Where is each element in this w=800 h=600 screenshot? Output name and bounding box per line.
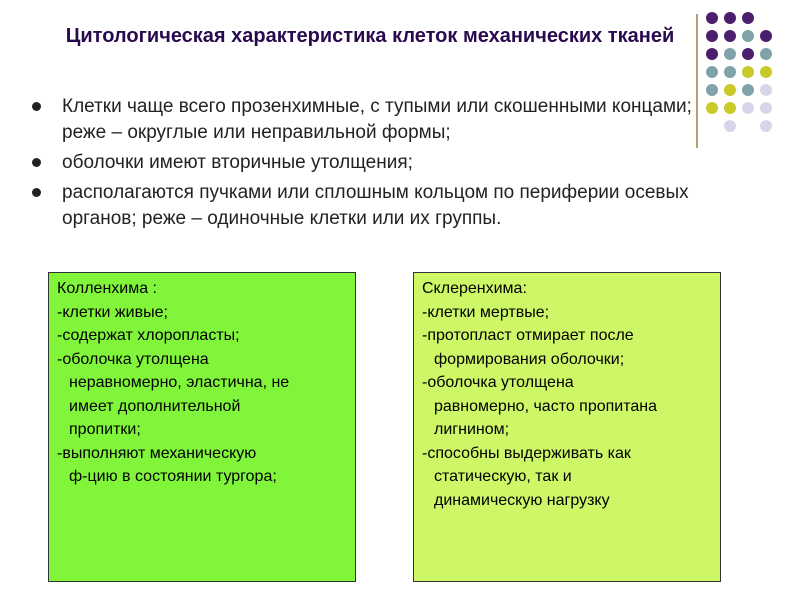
bullet-text: располагаются пучками или сплошным кольцом по периферии осевых органов; реже – одиночные клетки или их группы. — [62, 182, 689, 229]
decorative-dot — [724, 12, 736, 24]
bullet-text: Клетки чаще всего прозенхимные, с тупыми или скошенными концами; реже – округлые или неправильной формы; — [62, 96, 692, 143]
sclerenchyma-line: -способны выдерживать как — [422, 444, 631, 462]
decorative-dot — [742, 48, 754, 60]
collenchyma-line: пропитки; — [69, 421, 141, 438]
sclerenchyma-line: -клетки мертвые; — [422, 303, 550, 321]
collenchyma-line: -выполняют механическую — [57, 444, 257, 462]
decorative-dot — [706, 48, 718, 60]
decorative-dot — [760, 30, 772, 42]
decorative-dot — [742, 30, 754, 42]
collenchyma-line: -оболочка утолщена — [57, 350, 209, 368]
decorative-dot — [742, 66, 754, 78]
bullet-dot-icon — [32, 102, 41, 111]
sclerenchyma-line: динамическую нагрузку — [434, 491, 610, 509]
bullet-list — [28, 94, 728, 236]
collenchyma-line: -содержат хлоропласты; — [57, 327, 240, 344]
decorative-dot — [742, 102, 754, 114]
decorative-dot — [760, 48, 772, 60]
slide-title: Цитологическая характеристика клеток механических тканей — [65, 25, 675, 47]
sclerenchyma-heading: Склеренхима: — [422, 280, 527, 297]
sclerenchyma-line: формирования оболочки; — [434, 350, 625, 368]
decorative-dot — [742, 12, 754, 24]
bullet-item — [28, 180, 728, 232]
bullet-item — [28, 94, 728, 146]
decorative-dot — [724, 48, 736, 60]
decorative-dot — [724, 66, 736, 78]
collenchyma-line: -клетки живые; — [57, 303, 168, 321]
decorative-dot — [760, 66, 772, 78]
collenchyma-box — [48, 272, 356, 582]
collenchyma-line: имеет дополнительной — [69, 397, 241, 415]
decorative-dot — [760, 120, 772, 132]
bullet-dot-icon — [32, 188, 41, 197]
bullet-dot-icon — [32, 158, 41, 167]
bullet-text: оболочки имеют вторичные утолщения; — [62, 152, 413, 173]
sclerenchyma-line: -оболочка утолщена — [422, 374, 574, 391]
sclerenchyma-box — [413, 272, 721, 582]
decorative-dot — [706, 66, 718, 78]
sclerenchyma-line: статическую, так и — [434, 468, 572, 485]
collenchyma-line: неравномерно, эластична, не — [69, 374, 290, 391]
decorative-dot — [724, 30, 736, 42]
collenchyma-line: ф-цию в состоянии тургора; — [69, 468, 277, 485]
decorative-dot — [706, 12, 718, 24]
decorative-dot — [760, 84, 772, 96]
sclerenchyma-line: равномерно, часто пропитана — [434, 397, 658, 415]
bullet-item — [28, 150, 728, 176]
sclerenchyma-line: лигнином; — [434, 421, 510, 438]
collenchyma-heading: Колленхима : — [57, 280, 157, 297]
decorative-dot — [706, 30, 718, 42]
decorative-dot — [760, 102, 772, 114]
sclerenchyma-line: -протопласт отмирает после — [422, 327, 634, 344]
decorative-dot — [742, 84, 754, 96]
